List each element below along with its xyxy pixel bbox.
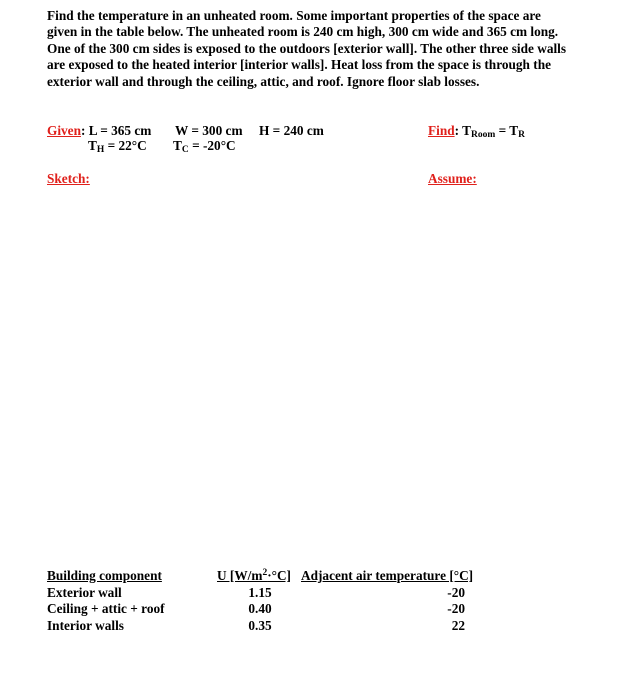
row-component: Ceiling + attic + roof — [47, 601, 165, 617]
row-component: Exterior wall — [47, 584, 122, 600]
row-u-value: 1.15 — [248, 584, 272, 600]
row-temp: -20 — [447, 601, 465, 617]
given-height: H = 240 cm — [259, 123, 324, 138]
problem-statement: Find the temperature in an unheated room. Some important properties of the space are given in the table below. The unheated room is 240 cm high, 300 cm wide and 365 cm long. One of the 300 cm sides is exposed to the outdoors [exterior wall]. The other three side walls are exposed to the heated interior [interior walls]. Heat loss from the space is through the exterior wall and through the ceiling, attic, and roof. Ignore floor slab losses. — [47, 8, 567, 89]
given-length: L = 365 cm — [88, 123, 152, 138]
given-hot-temp: $T_H = 22^\circ C$ — [88, 138, 147, 155]
given-cold-temp: $T_C = -20^\circ C$ — [173, 138, 236, 155]
row-temp: -20 — [447, 584, 465, 600]
assume-label: Assume: — [428, 171, 477, 186]
header-u-value: U $[W/m^2\cdot^\circ C]$ — [217, 568, 291, 583]
row-u-value: 0.35 — [248, 617, 272, 633]
find-label: Find — [428, 123, 455, 138]
row-temp: 22 — [451, 617, 465, 633]
given-line-1: Given: L = 365 cm — [47, 123, 152, 138]
header-adjacent-temp: Adjacent air temperature [°C] — [301, 568, 474, 583]
given-width: W = 300 cm — [175, 123, 243, 138]
sketch-label: Sketch: — [47, 171, 90, 186]
header-building-component: Building component — [47, 568, 162, 583]
row-component: Interior walls — [47, 617, 124, 633]
find-statement: Find: $T_{Room} = T_R$ — [428, 123, 526, 140]
given-label: Given — [47, 123, 81, 138]
row-u-value: 0.40 — [248, 601, 272, 617]
